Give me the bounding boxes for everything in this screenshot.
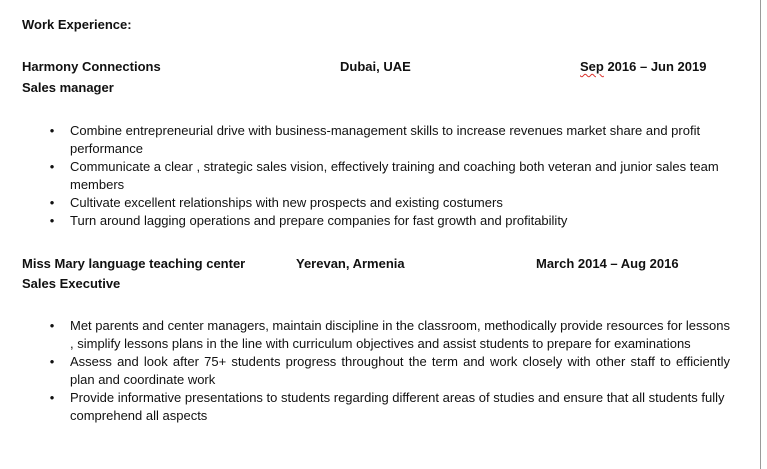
job-2-dates: March 2014 – Aug 2016 [536,256,679,271]
bullet-dot: • [49,123,55,138]
job-1-bullet-2 [0,158,730,194]
job-2-location: Yerevan, Armenia [296,256,405,271]
bullet-text: Turn around lagging operations and prepare companies for fast growth and profitability [70,213,568,228]
job-2-bullet-list [0,317,730,425]
bullet-text: Cultivate excellent relationships with new prospects and existing costumers [70,195,503,210]
job-1-bullet-1 [0,122,730,158]
job-2-role: Sales Executive [22,276,121,291]
page-edge-line [760,0,761,469]
job-2-bullet-3 [0,389,730,425]
job-2-bullet-2 [0,353,730,389]
job-1-dates-month: Sep [580,59,604,74]
bullet-dot: • [49,318,55,333]
bullet-text: Assess and look after 75+ students progress throughout the term and work closely with other staff to efficiently plan and coordinate work [70,354,730,387]
bullet-text: Combine entrepreneurial drive with business-management skills to increase revenues market share and profit performance [70,123,701,156]
bullet-dot: • [49,390,55,405]
bullet-text: Provide informative presentations to students regarding different areas of studies and ensure that all students fully comprehend all aspects [70,390,725,423]
job-1-bullet-3 [0,194,730,212]
bullet-text: Met parents and center managers, maintain discipline in the classroom, methodically provide resources for lessons , simplify lessons plans in the line with curriculum objectives and assist students to prepare for examinations [70,318,730,351]
job-2-bullet-1 [0,317,730,353]
job-1-company: Harmony Connections [22,59,161,74]
bullet-dot: • [49,354,55,369]
bullet-dot: • [49,213,55,228]
job-1-dates-rest: 2016 – Jun 2019 [603,59,707,74]
job-1-role: Sales manager [22,80,114,95]
section-heading: Work Experience: [22,17,132,32]
job-1-dates [580,59,706,75]
job-1-bullet-list [0,122,730,230]
bullet-text: Communicate a clear , strategic sales vision, effectively training and coaching both veteran and junior sales team members [70,159,719,192]
job-1-bullet-4 [0,212,730,230]
bullet-dot: • [49,195,55,210]
bullet-dot: • [49,159,55,174]
job-2-company: Miss Mary language teaching center [22,256,246,271]
job-1-location: Dubai, UAE [340,59,411,74]
